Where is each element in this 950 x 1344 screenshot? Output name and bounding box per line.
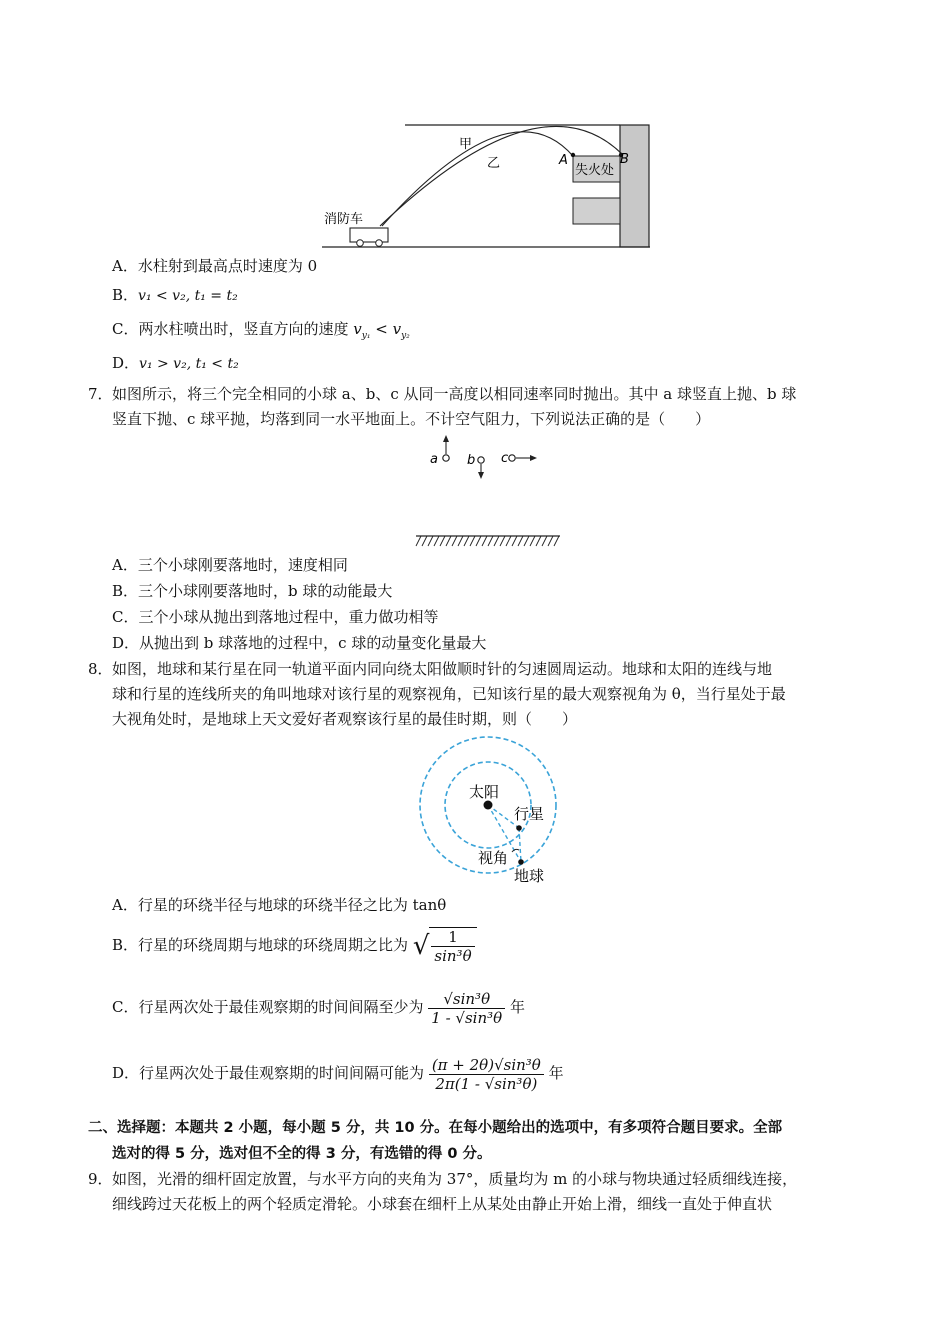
q9-stem-line2: 细线跨过天花板上的两个轻质定滑轮。小球套在细杆上从某处由静止开始上滑，细线一直处于伸直状 (112, 1195, 773, 1213)
q8-option-a: A．行星的环绕半径与地球的环绕半径之比为 tanθ (112, 896, 447, 914)
q8-number: 8． (88, 660, 113, 678)
q9-stem-line1: 如图，光滑的细杆固定放置，与水平方向的夹角为 37°，质量均为 m 的小球与物块通过轻质细线连接， (112, 1170, 798, 1188)
point-a-label: A (559, 153, 568, 168)
q7-option-d: D．从抛出到 b 球落地的过程中，c 球的动量变化量最大 (112, 634, 487, 652)
fire-location-label: 失火处 (575, 163, 615, 178)
q7-number: 7． (88, 385, 113, 403)
q8-option-c: C．行星两次处于最佳观察期的时间间隔至少为 $\frac{\text{√sin³θ}}{\text{1 - √sin³θ}}$ 年 (112, 989, 525, 1027)
q8-c-fraction: $\frac{\text{√sin³θ}}{\text{1 - √sin³θ}}$ (428, 990, 505, 1027)
fire-truck-figure (310, 118, 655, 253)
q7-option-a: A．三个小球刚要落地时，速度相同 (112, 556, 348, 574)
q7-stem-line1: 如图所示，将三个完全相同的小球 a、b、c 从同一高度以相同速率同时抛出。其中 a 球竖直上抛、b 球 (112, 385, 797, 403)
ball-a-label: a (430, 452, 438, 467)
fire-truck-label: 消防车 (324, 212, 364, 227)
orbit-figure (388, 735, 563, 890)
q8-option-b: B．行星的环绕周期与地球的环绕周期之比为 √ $\frac{1}{\text{sin³θ}}$ (112, 923, 477, 968)
jet-jia-label: 甲 (459, 137, 473, 152)
ball-c-label: c (501, 451, 509, 466)
q7-stem-line2: 竖直下抛、c 球平抛，均落到同一水平地面上。不计空气阻力，下列说法正确的是（ ） (112, 410, 711, 428)
q7-option-b: B．三个小球刚要落地时，b 球的动能最大 (112, 582, 393, 600)
planet-label: 行星 (514, 805, 545, 823)
section2-heading-line1: 二、选择题：本题共 2 小题，每小题 5 分，共 10 分。在每小题给出的选项中，有多项符合题目要求。全部 (88, 1120, 783, 1136)
q6-c-math: $v_{y_1} < v_{y_2}$ (353, 320, 410, 341)
q9-number: 9． (88, 1170, 113, 1188)
q8-stem-line3: 大视角处时，是地球上天文爱好者观察该行星的最佳时期，则（ ） (112, 710, 578, 728)
view-angle-label: 视角 (478, 849, 509, 867)
q8-stem-line2: 球和行星的连线所夹的角叫地球对该行星的观察视角，已知该行星的最大观察视角为 θ，当行星处于最 (112, 685, 786, 703)
q7-option-c: C．三个小球从抛出到落地过程中，重力做功相等 (112, 608, 439, 626)
sun-label: 太阳 (469, 783, 500, 801)
q8-b-fraction: $\frac{1}{\text{sin³θ}}$ (429, 927, 476, 965)
q6-option-d: D．v₁ > v₂, t₁ < t₂ (112, 354, 239, 372)
earth-label: 地球 (514, 867, 545, 885)
q6-option-c: C．两水柱喷出时，竖直方向的速度 $v_{y_1} < v_{y_2}$ (112, 320, 410, 341)
q8-option-d: D．行星两次处于最佳观察期的时间间隔可能为 $\frac{\text{(π + 2θ)√sin³θ}}{\text{2π(1 - √sin³θ)}}$ 年 (112, 1055, 564, 1093)
jet-yi-label: 乙 (487, 156, 501, 171)
section2-heading-line2: 选对的得 5 分，选对但不全的得 3 分，有选错的得 0 分。 (112, 1146, 492, 1162)
ball-b-label: b (467, 453, 476, 468)
q6-option-b: B．v₁ < v₂, t₁ = t₂ (112, 286, 238, 304)
q8-d-fraction: $\frac{\text{(π + 2θ)√sin³θ}}{\text{2π(1 - √sin³θ)}}$ (429, 1056, 544, 1093)
q6-option-a: A．水柱射到最高点时速度为 0 (112, 257, 318, 275)
point-b-label: B (620, 152, 629, 167)
three-balls-figure (408, 432, 568, 550)
q8-stem-line1: 如图，地球和某行星在同一轨道平面内同向绕太阳做顺时针的匀速圆周运动。地球和太阳的连线与地 (112, 660, 773, 678)
